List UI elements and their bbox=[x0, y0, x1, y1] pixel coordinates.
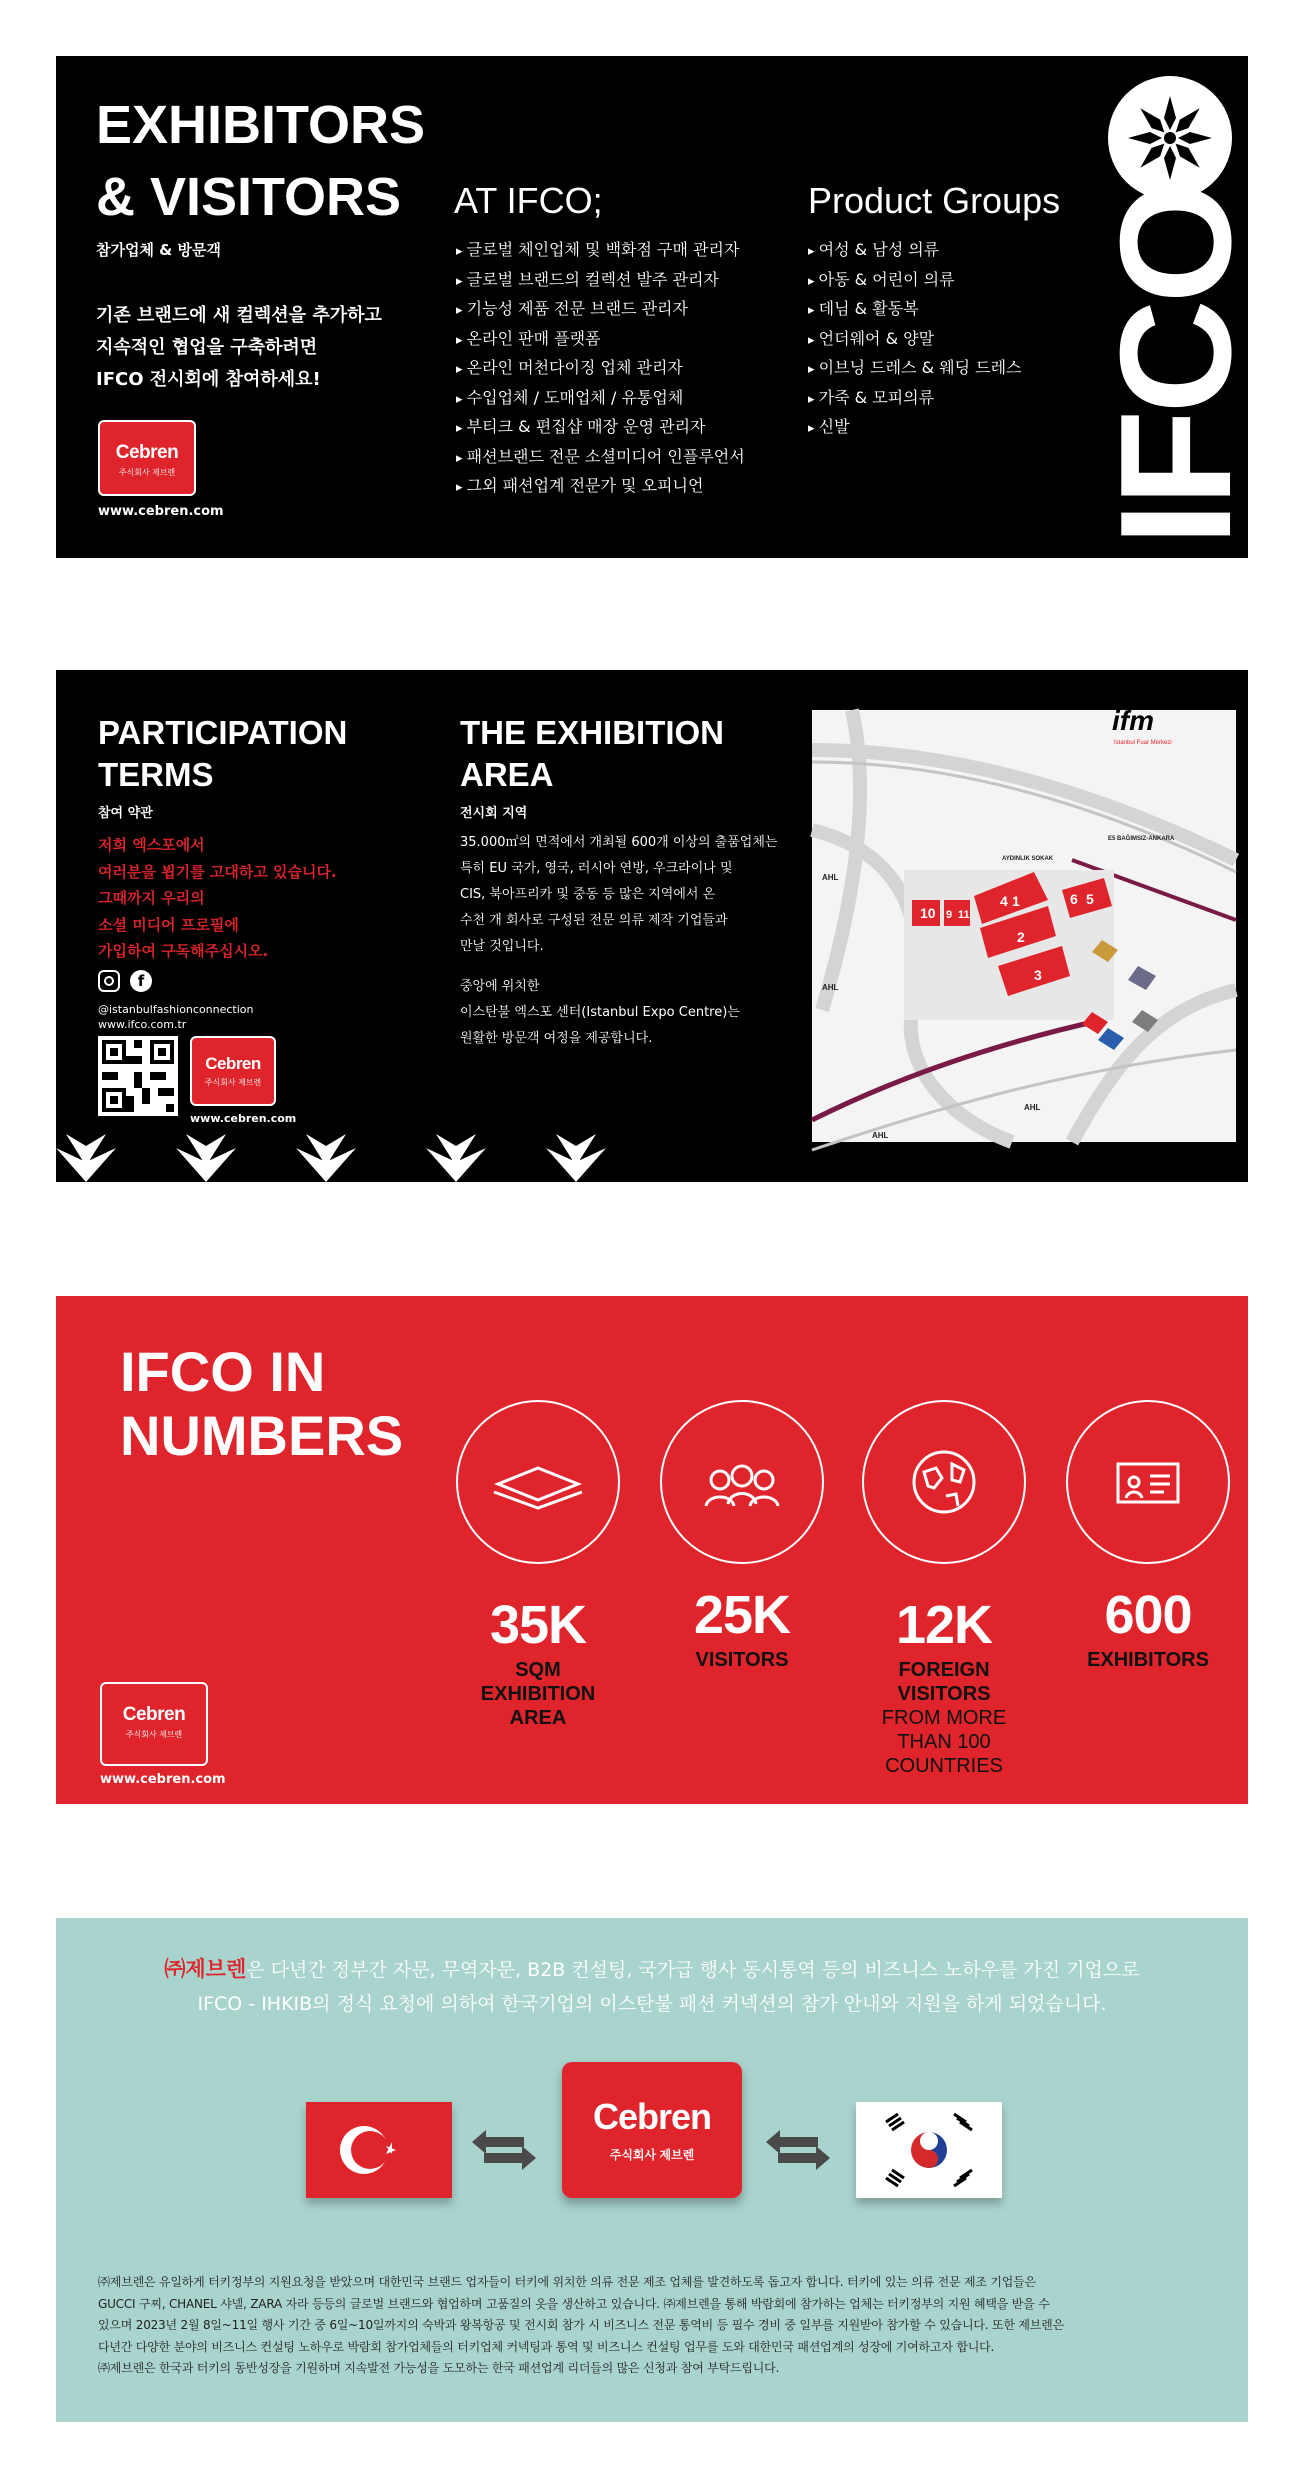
cebren-logo: Cebren 주식회사 제브렌 bbox=[98, 420, 196, 496]
stat-label: SQM EXHIBITION AREA bbox=[480, 1659, 596, 1729]
list-item: ▸ 가죽 & 모피의류 bbox=[808, 384, 1022, 414]
area-kr: 전시회 지역 bbox=[460, 806, 528, 821]
list-item: ▸ 글로벌 브랜드의 컬렉션 발주 관리자 bbox=[456, 266, 745, 296]
list-item: ▸ 그외 패션업계 전문가 및 오피니언 bbox=[456, 472, 745, 502]
exhibition-map[interactable] bbox=[812, 705, 1236, 1142]
svg-text:4: 4 bbox=[1000, 893, 1008, 909]
visitors-title: & VISITORS bbox=[96, 167, 402, 227]
stat-label: FOREIGN VISITORS bbox=[897, 1659, 991, 1705]
company-name: ㈜제브렌 bbox=[164, 1957, 247, 1981]
instagram-icon[interactable] bbox=[98, 970, 120, 992]
svg-text:2: 2 bbox=[1017, 929, 1025, 945]
svg-text:1: 1 bbox=[1012, 893, 1020, 909]
svg-text:11: 11 bbox=[958, 909, 970, 921]
list-item: ▸ 여성 & 남성 의류 bbox=[808, 236, 1022, 266]
info-heading: ㈜제브렌은 다년간 정부간 자문, 무역자문, B2B 컨설팅, 국가급 행사 동시통역 등의 비즈니스 노하우를 가진 기업으로 IFCO - IHKIB의 정식 요청에 의하여 한국기업의 이스탄불 패션 커넥션의 참가 안내와 지원을 하게 되었습니다. bbox=[164, 1957, 1140, 2015]
at-ifco-list bbox=[456, 236, 745, 502]
stat-label: VISITORS bbox=[695, 1649, 789, 1671]
list-item: ▸ 부티크 & 편집샵 매장 운영 관리자 bbox=[456, 413, 745, 443]
stat-sublabel: FROM MORE THAN 100 COUNTRIES bbox=[881, 1707, 1007, 1777]
korea-flag-icon bbox=[856, 2102, 1002, 2198]
participation-panel bbox=[56, 670, 1248, 1182]
svg-text:AYDINLIK SOKAK: AYDINLIK SOKAK bbox=[1002, 856, 1054, 862]
list-item: ▸ 신발 bbox=[808, 413, 1022, 443]
at-ifco-title: AT IFCO; bbox=[454, 180, 603, 221]
visitors-icon bbox=[660, 1400, 824, 1564]
ifco-numbers-panel bbox=[56, 1296, 1248, 1804]
exhibitors-visitors-panel bbox=[56, 56, 1264, 558]
ifco-brand-vertical bbox=[1088, 56, 1264, 558]
svg-text:AHL: AHL bbox=[1024, 1103, 1041, 1112]
list-item: ▸ 온라인 머천다이징 업체 관리자 bbox=[456, 354, 745, 384]
stat-value: 600 bbox=[1104, 1585, 1192, 1645]
cebren-logo: Cebren 주식회사 제브렌 bbox=[190, 1036, 276, 1106]
exchange-arrows-icon bbox=[472, 2130, 536, 2170]
intro-text: 기존 브랜드에 새 컬렉션을 추가하고 지속적인 협업을 구축하려면 IFCO 전시회에 참여하세요! bbox=[96, 305, 382, 390]
subtitle-kr: 참가업체 & 방문객 bbox=[96, 241, 221, 259]
list-item: ▸ 패션브랜드 전문 소셜미디어 인플루언서 bbox=[456, 443, 745, 473]
svg-text:AHL: AHL bbox=[822, 983, 839, 992]
svg-text:5: 5 bbox=[1086, 891, 1094, 907]
list-item: ▸ 수입업체 / 도매업체 / 유통업체 bbox=[456, 384, 745, 414]
ifco-vertical-logo bbox=[1088, 56, 1264, 558]
exhibition-map-svg bbox=[812, 705, 1236, 1142]
cebren-logo: Cebren 주식회사 제브렌 bbox=[100, 1682, 208, 1766]
list-item: ▸ 기능성 제품 전문 브랜드 관리자 bbox=[456, 295, 745, 325]
svg-text:Istanbul Fuar Merkezi: Istanbul Fuar Merkezi bbox=[1114, 740, 1172, 746]
list-item: ▸ 온라인 판매 플랫폼 bbox=[456, 325, 745, 355]
stat-value: 12K bbox=[895, 1595, 993, 1655]
svg-text:3: 3 bbox=[1034, 967, 1042, 983]
social-handle: @istanbulfashionconnection www.ifco.com.tr bbox=[98, 1003, 254, 1031]
ifco-vertical-text: IFCO bbox=[1088, 184, 1264, 546]
svg-text:10: 10 bbox=[920, 905, 936, 921]
svg-text:E5 BAĞIMSIZ-ANKARA: E5 BAĞIMSIZ-ANKARA bbox=[1108, 836, 1175, 842]
list-item: ▸ 글로벌 체인업체 및 백화점 구매 관리자 bbox=[456, 236, 745, 266]
list-item: ▸ 데님 & 활동복 bbox=[808, 295, 1022, 325]
facebook-icon[interactable]: f bbox=[130, 970, 152, 992]
website-link[interactable]: www.cebren.com bbox=[100, 1772, 226, 1787]
svg-text:AHL: AHL bbox=[872, 1131, 889, 1140]
social-icons bbox=[98, 970, 152, 992]
terms-kr: 참여 약관 bbox=[98, 806, 153, 821]
svg-text:9: 9 bbox=[946, 909, 953, 921]
qr-code-icon[interactable] bbox=[98, 1036, 178, 1116]
product-groups-title: Product Groups bbox=[808, 180, 1061, 221]
exhibition-area-title: THE EXHIBITION AREA bbox=[460, 714, 725, 793]
decorative-pattern bbox=[56, 1120, 616, 1182]
product-groups-list bbox=[808, 236, 1022, 443]
area-paragraph-2: 중앙에 위치한 이스탄불 엑스포 센터(Istanbul Expo Centre)는 원활한 방문객 여정을 제공합니다. bbox=[460, 979, 740, 1046]
list-item: ▸ 아동 & 어린이 의류 bbox=[808, 266, 1022, 296]
globe-icon bbox=[862, 1400, 1026, 1564]
exhibitors-title: EXHIBITORS bbox=[96, 95, 426, 155]
svg-text:6: 6 bbox=[1070, 891, 1078, 907]
stat-value: 25K bbox=[693, 1585, 791, 1645]
website-link[interactable]: www.cebren.com bbox=[190, 1112, 297, 1125]
svg-text:AHL: AHL bbox=[822, 873, 839, 882]
ifm-logo: ifm bbox=[1112, 705, 1154, 736]
turkey-flag-icon bbox=[306, 2102, 452, 2198]
website-link[interactable]: www.cebren.com bbox=[98, 504, 224, 519]
stat-value: 35K bbox=[489, 1595, 587, 1655]
participation-terms-title: PARTICIPATION TERMS bbox=[98, 714, 348, 793]
exchange-arrows-icon bbox=[766, 2130, 830, 2170]
area-paragraph-1: 35.000㎡의 면적에서 개최될 600개 이상의 출품업체는 특히 EU 국가, 영국, 러시아 연방, 우크라이나 및 CIS, 북아프리카 및 중동 등 많은 지역에서 온 수천 개 회사로 구성된 전문 의류 제작 기업들과 만날 것입니다. bbox=[460, 835, 778, 954]
numbers-title: IFCO IN NUMBERS bbox=[120, 1340, 404, 1467]
exhibitors-icon bbox=[1066, 1400, 1230, 1564]
list-item: ▸ 이브닝 드레스 & 웨딩 드레스 bbox=[808, 354, 1022, 384]
cebren-logo-center: Cebren 주식회사 제브렌 bbox=[562, 2062, 742, 2198]
cebren-info-panel bbox=[56, 1918, 1248, 2422]
list-item: ▸ 언더웨어 & 양말 bbox=[808, 325, 1022, 355]
area-icon bbox=[456, 1400, 620, 1564]
info-body: ㈜제브렌은 유일하게 터키정부의 지원요청을 받았으며 대한민국 브랜드 업자들이 터키에 위치한 의류 전문 제조 업체를 발견하도록 돕고자 합니다. 터키에 있는 의류 전문 제조 기업들은 GUCCI 구찌, CHANEL 샤넬, ZARA 자라 등등의 글로벌 브랜드와 협업하며 고품질의 옷을 생산하고 있습니다. ㈜제브렌을 통해 박람회에 참가하는 업체는 터키정부의 지원 혜택을 받을 수 있으며 2023년 2월 8일~11일 행사 기간 중 6일~10일까지의 숙박과 왕복항공 및 전시회 참가 시 비즈니스 전문 통역비 등 필수 경비 중 일부를 지원받아 참가할 수 있습니다. 또한 제브렌은 다년간 다양한 분야의 비즈니스 컨설팅 노하우로 박람회 참가업체들의 터키업체 커넥팅과 통역 및 비즈니스 컨설팅 업무를 도와 대한민국 패션업계의 성장에 기여하고자 합니다. ㈜제브렌은 한국과 터키의 동반성장을 기원하며 지속발전 가능성을 도모하는 한국 패션업계 리더들의 많은 신청과 참여 부탁드립니다. bbox=[98, 2275, 1064, 2375]
terms-message: 저희 엑스포에서 여러분을 뵙기를 고대하고 있습니다. 그때까지 우리의 소셜 미디어 프로필에 가입하여 구독해주십시오. bbox=[98, 836, 337, 960]
stat-label: EXHIBITORS bbox=[1087, 1649, 1209, 1671]
